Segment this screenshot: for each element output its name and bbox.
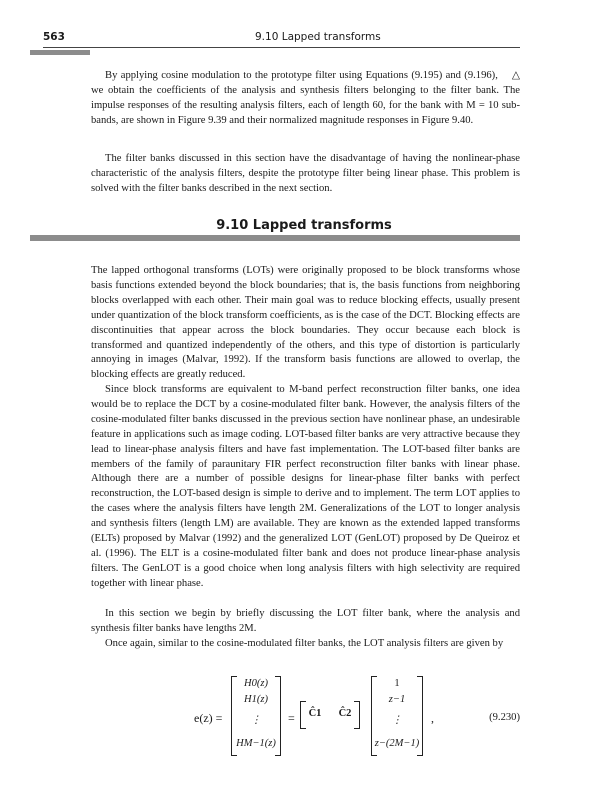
equation-9-230: [91, 676, 520, 798]
running-title: 9.10 Lapped transforms: [255, 31, 381, 43]
paragraph-1: [91, 69, 520, 129]
section-bar: [30, 235, 520, 241]
z-vector: [371, 676, 423, 756]
c-matrix: [300, 701, 360, 729]
header-bar: [30, 50, 90, 55]
z-vector-entry: z−1: [388, 694, 406, 705]
paragraph-4: Since block transforms are equivalent to M-band perfect reconstruction filter banks, one idea would be to replace the DCT by a cosine-modulated filter bank. However, the analysis filters of the cosine-modulated filter banks discussed in the previous section have nonlinear phase, an undesirable feature in applications such as image coding. LOT-based filter banks are very attractive because they lead to linear-phase analysis filters and have fast implementation. The LOT-based filter banks are members of the family of paraunitary FIR perfect reconstruction filter banks with linear phase. Although there are a number of possible designs for linear-phase filter banks with perfect reconstruction, the LOT-based design is simple to derive and to implement. The term LOT applies to the cases where the analysis filters have length 2M. Generalizations of the LOT to longer analysis and synthesis filters (length LM) are available. They are known as the extended lapped transforms (ELTs) proposed by Malvar (1992) and the generalized LOT (GenLOT) proposed by De Queiroz et al. (1996). The ELT is a cosine-modulated filter bank and does not produce linear-phase analysis filters. The GenLOT is a good choice when long analysis filters with high selectivity are required together with linear phase.: [91, 384, 520, 589]
header-rule: [43, 47, 520, 48]
paragraph-3: The lapped orthogonal transforms (LOTs) were originally proposed to be block transforms whose basis functions extended beyond the block boundaries; that is, the basis functions from neighboring blocks overlapped with each other. Their main goal was to reduce blocking effects, usually present under quantization of the block transform coefficients, as is the case of the DCT. Blocking effects are discontinuities that appear across the block boundaries. They occur because each block is transformed and quantized independently of the others, and this type of distortion is particularly annoying in images (Malvar, 1992). If the transform basis functions are allowed to overlap, the blocking effects are greatly reduced.: [91, 265, 520, 381]
z-vector-entry: ⋮: [391, 715, 403, 726]
paragraph-5: In this section we begin by briefly discussing the LOT filter bank, where the analysis and synthesis filter banks have lengths 2M.: [91, 608, 520, 634]
page-number: 563: [43, 31, 65, 43]
c-matrix-entry: Ĉ1: [308, 708, 322, 719]
equation-comma: ,: [431, 711, 434, 725]
paragraph-6: Once again, similar to the cosine-modulated filter banks, the LOT analysis filters are given by: [105, 638, 504, 649]
h-vector: [231, 676, 281, 756]
h-vector-entry: H0(z): [244, 678, 268, 689]
example-end-mark: △: [511, 70, 520, 81]
z-vector-entry: z−(2M−1): [374, 738, 420, 749]
h-vector-entry: HM−1(z): [236, 738, 276, 749]
equation-lhs: e(z) =: [194, 711, 223, 725]
equals-sign: =: [288, 711, 295, 725]
h-vector-entry: H1(z): [244, 694, 268, 705]
equation-number: (9.230): [489, 712, 520, 723]
section-title: 9.10 Lapped transforms: [216, 218, 392, 233]
c-matrix-entry: Ĉ2: [338, 708, 352, 719]
z-vector-entry: 1: [394, 678, 400, 689]
h-vector-entry: ⋮: [250, 715, 262, 726]
paragraph-2: The filter banks discussed in this section have the disadvantage of having the nonlinear-phase characteristic of the analysis filters, despite the prototype filter being linear phase. This problem is solved with the filter banks described in the next section.: [91, 153, 520, 194]
paragraph-1-text: By applying cosine modulation to the prototype filter using Equations (9.195) and (9.196), we obtain the coefficients of the analysis and synthesis filters belonging to the filter bank. The impulse responses of the resulting analysis filters, each of length 60, for the bank with M = 10 sub-bands, are shown in Figure 9.39 and their normalized magnitude responses in Figure 9.40.: [91, 70, 520, 126]
